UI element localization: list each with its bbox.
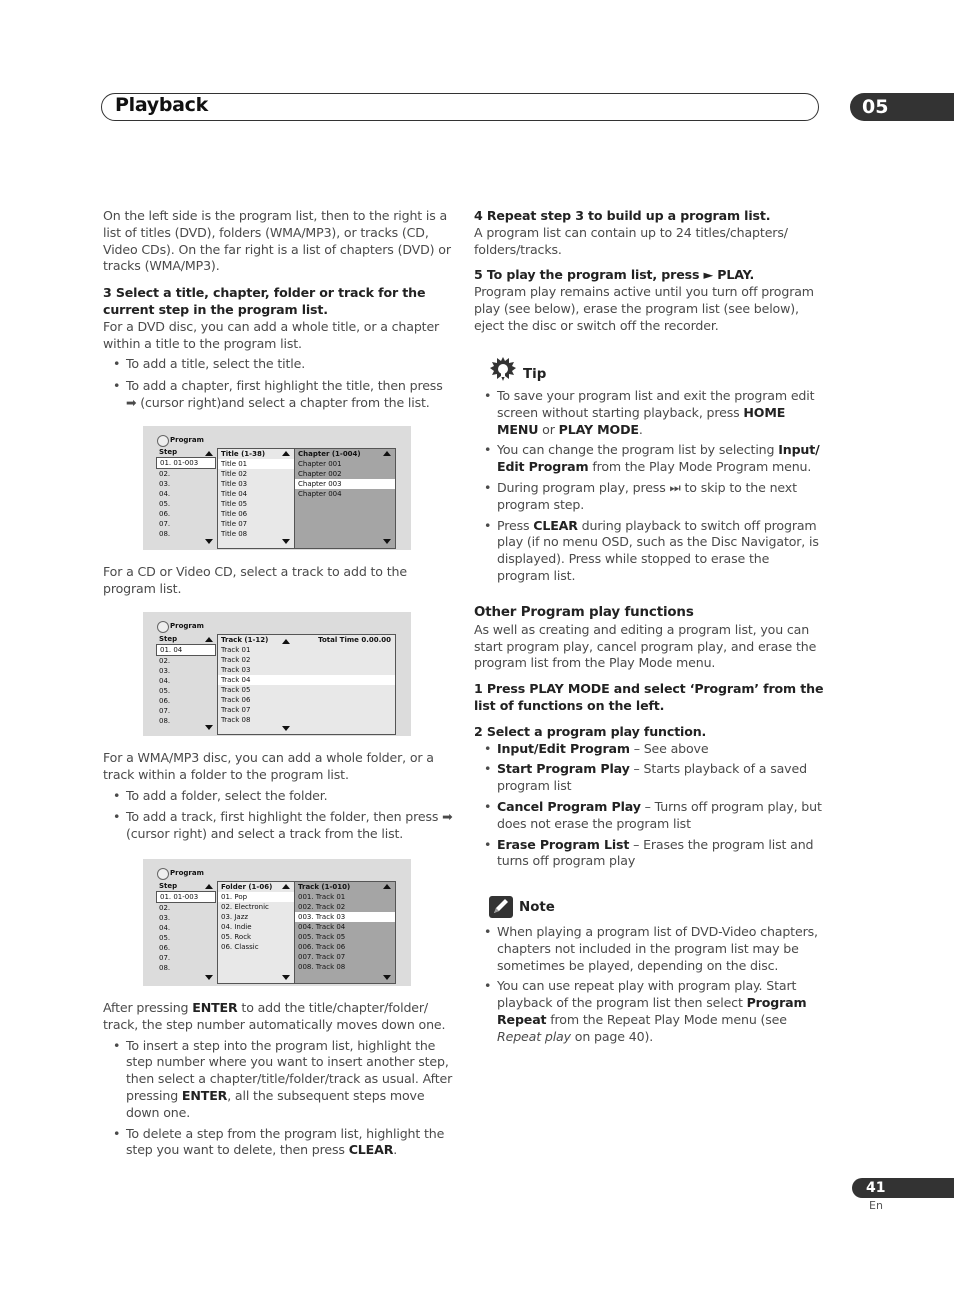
function-cancel xyxy=(474,799,824,833)
edit-bullets xyxy=(103,1038,453,1160)
text-span: on page 40). xyxy=(570,1028,654,1044)
note-bullet-chapters: • When playing a program list of DVD-Video chapters, chapters not included in the program list may be sometimes be played, depending on the disc. xyxy=(474,924,824,974)
chapter-row: Chapter 003 xyxy=(295,479,395,489)
function-bullets xyxy=(474,741,824,871)
step-row: 04. xyxy=(159,924,171,932)
osd-cd-program xyxy=(143,612,411,736)
scroll-down-icon xyxy=(383,975,391,980)
intro-paragraph: On the left side is the program list, then to the right is a list of titles (DVD), folders (WMA/MP3), or tracks (CD, Video CDs). On the far right is a list of chapters (DVD) or tracks (WMA/MP3). xyxy=(103,208,451,274)
step-row: 02. xyxy=(159,904,171,912)
track-row: Track 08 xyxy=(221,716,251,724)
track-row: 001. Track 01 xyxy=(298,893,346,901)
scroll-up-icon xyxy=(205,451,213,456)
text-span: To insert a step into the program list, highlight the step number where you want to insert another step, then select a chapter/title/folder/track as usual. After pressing xyxy=(126,1037,453,1103)
total-time: Total Time 0.00.00 xyxy=(318,636,391,644)
text-span: To delete a step from the program list, highlight the step you want to delete, then press xyxy=(126,1125,445,1158)
bullet-add-track: • To add a track, first highlight the folder, then press ➡ (cursor right) and select a track from the list. xyxy=(103,809,453,843)
step-row: 07. xyxy=(159,707,171,715)
page-title: Playback xyxy=(115,94,208,116)
text-span: during playback to switch off program play (if no menu OSD, such as the Disc Navigator, is displayed). Press while stopped to erase the program list. xyxy=(497,517,819,583)
chapter-row: Chapter 004 xyxy=(298,490,342,498)
after-enter-paragraph xyxy=(103,1000,453,1034)
step-row: 02. xyxy=(159,657,171,665)
step5-body: Program play remains active until you turn off program play (see below), erase the program list (see below), eject the disc or switch off the recorder. xyxy=(474,284,814,333)
note-heading xyxy=(489,896,555,918)
key-clear: CLEAR xyxy=(348,1142,394,1158)
text-span: from the Repeat Play Mode menu (see xyxy=(546,1011,787,1027)
scroll-up-icon xyxy=(205,884,213,889)
step-row: 01. 01-003 xyxy=(156,457,216,469)
track-row: 006. Track 06 xyxy=(298,943,346,951)
folder-panel xyxy=(217,881,295,984)
folder-row: 03. Jazz xyxy=(221,913,249,921)
step3-heading: 3 Select a title, chapter, folder or track for the current step in the program list. xyxy=(103,285,426,317)
title-row: Title 03 xyxy=(221,480,248,488)
tip-bullet-save xyxy=(474,388,824,438)
folder-row: 02. Electronic xyxy=(221,903,269,911)
step-row: 05. xyxy=(159,687,171,695)
scroll-down-icon xyxy=(205,725,213,730)
disc-icon xyxy=(157,435,169,447)
track-row: 008. Track 08 xyxy=(298,963,346,971)
step-row: 07. xyxy=(159,954,171,962)
text-span: , all the subsequent steps move down one. xyxy=(126,1087,425,1120)
step-row: 06. xyxy=(159,697,171,705)
osd-title: Program xyxy=(170,436,204,444)
scroll-up-icon xyxy=(282,451,290,456)
title-row: Title 05 xyxy=(221,500,248,508)
step-header: Step xyxy=(159,448,178,456)
step-row: 08. xyxy=(159,530,171,538)
text-span: To save your program list and exit the program edit screen without starting playback, press xyxy=(497,388,815,420)
title-row: Title 04 xyxy=(221,490,248,498)
track-row: 003. Track 03 xyxy=(295,912,395,922)
left-column-bottom xyxy=(103,1000,453,1159)
title-row: Title 07 xyxy=(221,520,248,528)
function-desc: – Erases the program list and turns off program play xyxy=(497,836,814,869)
step-row: 08. xyxy=(159,964,171,972)
osd-title: Program xyxy=(170,622,204,630)
folder-row: 04. Indie xyxy=(221,923,252,931)
step-row: 04. xyxy=(159,490,171,498)
function-desc: – Starts playback of a saved program list xyxy=(497,761,807,794)
track-row: Track 03 xyxy=(221,666,251,674)
track-row: 005. Track 05 xyxy=(298,933,346,941)
step4-body: A program list can contain up to 24 titles/chapters/ folders/tracks. xyxy=(474,224,788,257)
scroll-down-icon xyxy=(205,975,213,980)
key-clear: CLEAR xyxy=(533,517,578,533)
key-input-edit-program: Input/ Edit Program xyxy=(497,442,820,475)
wma-block xyxy=(103,750,453,843)
step-row: 07. xyxy=(159,520,171,528)
step-header: Step xyxy=(159,882,178,890)
chapter-row: Chapter 001 xyxy=(298,460,342,468)
tip-label: Tip xyxy=(523,366,547,382)
folder-row: 06. Classic xyxy=(221,943,259,951)
step-row: 03. xyxy=(159,914,171,922)
step3-body: For a DVD disc, you can add a whole title, or a chapter within a title to the program list. xyxy=(103,318,440,351)
text-span: . xyxy=(638,421,643,437)
step-row: 01. 01-003 xyxy=(156,891,216,903)
disc-icon xyxy=(157,868,169,880)
function-name: Input/Edit Program xyxy=(497,740,630,756)
tip-block xyxy=(474,388,824,585)
step-row: 05. xyxy=(159,934,171,942)
text-span: You can use repeat play with program play. Start playback of the program list then select xyxy=(497,978,797,1011)
note-label: Note xyxy=(519,899,555,915)
scroll-down-icon xyxy=(205,539,213,544)
step5-heading: 5 To play the program list, press ► PLAY. xyxy=(474,267,755,283)
tip-bullet-change xyxy=(474,442,824,476)
other-step2-heading: 2 Select a program play function. xyxy=(474,723,707,739)
title-row: Title 06 xyxy=(221,510,248,518)
page-number: 41 xyxy=(852,1178,954,1198)
track-header: Track (1-12) xyxy=(221,636,269,644)
function-desc: – See above xyxy=(629,740,709,756)
track-row: 004. Track 04 xyxy=(298,923,346,931)
right-column-steps xyxy=(474,208,824,335)
track-row: Track 02 xyxy=(221,656,251,664)
key-home-menu: HOME MENU xyxy=(497,404,786,437)
track-row: 007. Track 07 xyxy=(298,953,346,961)
header-bar xyxy=(101,93,819,121)
other-body: As well as creating and editing a program list, you can start program play, cancel program play, and erase the program list from the Play Mode menu. xyxy=(474,621,817,671)
osd-title: Program xyxy=(170,869,204,877)
step-list xyxy=(156,457,216,539)
text-span: You can change the program list by selecting xyxy=(497,442,779,458)
track-panel xyxy=(294,881,396,984)
step-row: 05. xyxy=(159,500,171,508)
tip-bullet-skip: • During program play, press ⏭ to skip to the next program step. xyxy=(474,480,824,514)
scroll-up-icon xyxy=(383,884,391,889)
wma-bullets xyxy=(103,788,453,843)
function-input-edit xyxy=(474,741,824,758)
track-row: Track 06 xyxy=(221,696,251,704)
scroll-down-icon xyxy=(282,726,290,731)
chapter-panel xyxy=(294,448,396,549)
step-row: 06. xyxy=(159,944,171,952)
bullet-insert-step xyxy=(103,1038,453,1122)
text-span: . xyxy=(393,1142,398,1158)
key-enter: ENTER xyxy=(192,1000,238,1015)
other-heading: Other Program play functions xyxy=(474,605,694,620)
scroll-down-icon xyxy=(383,539,391,544)
function-name: Cancel Program Play xyxy=(497,798,641,814)
track-row: Track 01 xyxy=(221,646,251,654)
title-panel xyxy=(217,448,295,549)
step4-heading: 4 Repeat step 3 to build up a program list. xyxy=(474,208,771,223)
scroll-up-icon xyxy=(205,637,213,642)
key-play-mode: PLAY MODE xyxy=(558,421,639,437)
text-span: After pressing xyxy=(103,1000,193,1015)
step-panel xyxy=(156,634,216,733)
scroll-down-icon xyxy=(282,539,290,544)
other-step1-heading: 1 Press PLAY MODE and select ‘Program’ from the list of functions on the left. xyxy=(474,681,824,713)
step-row: 04. xyxy=(159,677,171,685)
language-code: En xyxy=(869,1199,883,1212)
text-span: from the Play Mode Program menu. xyxy=(588,459,812,475)
track-row: Track 07 xyxy=(221,706,251,714)
pencil-note-icon xyxy=(489,896,513,918)
step-panel xyxy=(156,447,216,547)
text-span: to add the title/chapter/folder/ track, the step number automatically moves down one. xyxy=(103,1000,446,1032)
function-erase xyxy=(474,837,824,871)
scroll-up-icon xyxy=(282,884,290,889)
cd-paragraph: For a CD or Video CD, select a track to add to the program list. xyxy=(103,564,407,596)
title-row: Title 08 xyxy=(221,530,248,538)
step-header: Step xyxy=(159,635,178,643)
title-row: Title 01 xyxy=(218,459,294,469)
wma-paragraph: For a WMA/MP3 disc, you can add a whole folder, or a track within a folder to the program list. xyxy=(103,750,434,782)
step-row: 03. xyxy=(159,480,171,488)
function-desc: – Turns off program play, but does not erase the program list xyxy=(497,798,822,831)
title-header: Title (1-38) xyxy=(221,450,266,458)
reference-link: Repeat play xyxy=(497,1028,571,1044)
step-row: 08. xyxy=(159,717,171,725)
other-functions-block xyxy=(474,605,824,870)
text-span: Press xyxy=(497,517,534,533)
step-row: 01. 04 xyxy=(156,644,216,656)
folder-row: 01. Pop xyxy=(218,892,294,902)
chapter-tab: 05 xyxy=(850,93,954,121)
function-start xyxy=(474,761,824,795)
track-row: Track 04 xyxy=(218,675,395,685)
track-row: Track 05 xyxy=(221,686,251,694)
scroll-up-icon xyxy=(383,451,391,456)
step-row: 06. xyxy=(159,510,171,518)
bullet-delete-step xyxy=(103,1126,453,1160)
cd-paragraph-block xyxy=(103,564,453,598)
bullet-add-title: • To add a title, select the title. xyxy=(103,356,453,373)
disc-icon xyxy=(157,621,169,633)
note-bullet-repeat xyxy=(474,978,824,1045)
note-bullets xyxy=(474,924,824,1046)
step-row: 02. xyxy=(159,470,171,478)
chapter-header: Chapter (1-004) xyxy=(298,450,361,458)
step3-bullets xyxy=(103,356,453,411)
left-column-top xyxy=(103,208,453,412)
text-span: or xyxy=(538,421,559,437)
scroll-up-icon xyxy=(282,639,290,644)
tip-bullets xyxy=(474,388,824,585)
tip-heading xyxy=(489,356,546,384)
osd-dvd-program xyxy=(143,426,411,550)
folder-header: Folder (1-06) xyxy=(221,883,273,891)
folder-row: 05. Rock xyxy=(221,933,252,941)
track-row: 002. Track 02 xyxy=(298,903,346,911)
function-name: Start Program Play xyxy=(497,761,630,777)
bullet-add-folder: • To add a folder, select the folder. xyxy=(103,788,453,805)
step-row: 03. xyxy=(159,667,171,675)
key-enter: ENTER xyxy=(181,1087,228,1103)
lightbulb-icon xyxy=(489,356,517,384)
note-block xyxy=(474,924,824,1046)
key-program-repeat: Program Repeat xyxy=(497,995,807,1027)
title-row: Title 02 xyxy=(221,470,248,478)
scroll-down-icon xyxy=(282,975,290,980)
bullet-add-chapter: • To add a chapter, first highlight the title, then press ➡ (cursor right)and select a chapter from the list. xyxy=(103,378,453,412)
tip-bullet-clear xyxy=(474,518,824,585)
chapter-row: Chapter 002 xyxy=(298,470,342,478)
track-panel xyxy=(217,634,396,735)
step-panel xyxy=(156,881,216,981)
track-header: Track (1-010) xyxy=(298,883,351,891)
function-name: Erase Program List xyxy=(497,836,630,852)
osd-wma-program xyxy=(143,859,411,986)
